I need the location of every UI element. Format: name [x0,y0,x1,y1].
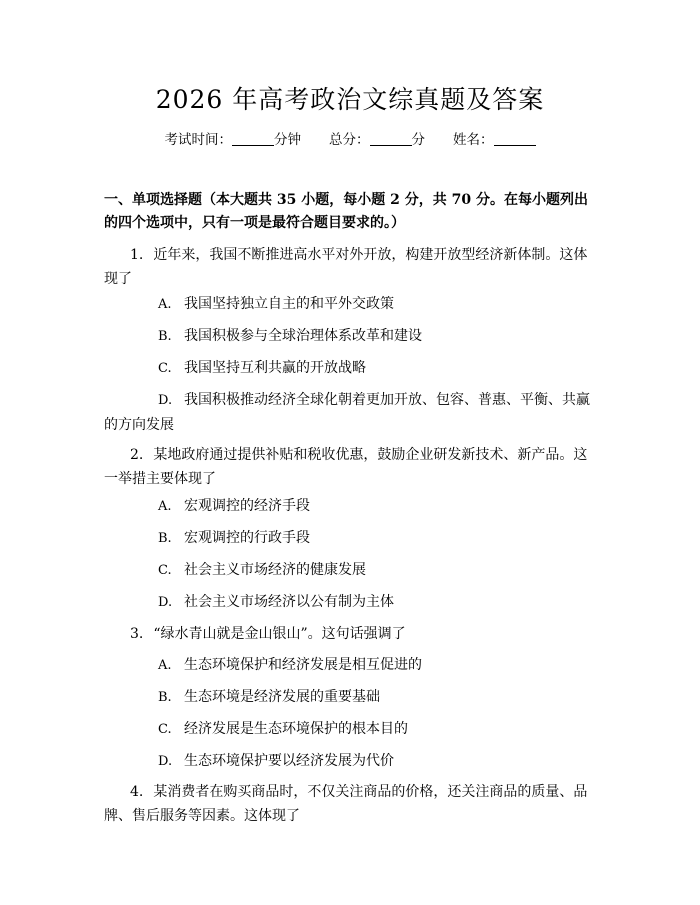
time-label: 考试时间： [164,132,232,148]
option-3b: B. 生态环境是经济发展的重要基础 [158,689,380,705]
question-number: 4. [130,784,144,800]
option-3d: D. 生态环境保护要以经济发展为代价 [158,753,394,769]
option-3a: A. 生态环境保护和经济发展是相互促进的 [158,657,422,673]
time-blank [232,131,274,146]
time-unit: 分钟 [274,132,301,148]
option-2b: B. 宏观调控的行政手段 [158,530,310,546]
question-2 [104,443,600,491]
question-text: 近年来，我国不断推进高水平对外开放，构建开放型经济新体制。这体现了 [104,247,588,287]
option-2a: A. 宏观调控的经济手段 [158,498,310,514]
option-1b: B. 我国积极参与全球治理体系改革和建设 [158,328,422,344]
question-number: 3. [130,626,144,642]
option-1c: C. 我国坚持互利共赢的开放战略 [158,360,366,376]
option-1d: D. 我国积极推动经济全球化朝着更加开放、包容、普惠、平衡、共赢的方向发展 [104,392,590,433]
option-2d: D. 社会主义市场经济以公有制为主体 [158,594,394,610]
question-text: 某地政府通过提供补贴和税收优惠，鼓励企业研发新技术、新产品。这一举措主要体现了 [104,447,588,487]
score-label: 总分： [329,132,370,148]
option-3c: C. 经济发展是生态环境保护的根本目的 [158,721,408,737]
question-number: 1. [130,247,144,263]
question-3 [104,622,600,646]
exam-info-line [0,130,700,150]
page-title: 2026 年高考政治文综真题及答案 [155,85,545,114]
name-blank [494,131,536,146]
question-4 [104,780,600,828]
question-text: “绿水青山就是金山银山”。这句话强调了 [153,626,406,642]
score-unit: 分 [411,132,425,148]
option-1a: A. 我国坚持独立自主的和平外交政策 [158,296,394,312]
section-heading: 一、单项选择题（本大题共 35 小题，每小题 2 分，共 70 分。在每小题列出的四个选项中，只有一项是最符合题目要求的。） [104,192,588,231]
question-1 [104,243,600,291]
name-label: 姓名： [453,132,494,148]
question-text: 某消费者在购买商品时，不仅关注商品的价格，还关注商品的质量、品牌、售后服务等因素。这体现了 [104,784,588,824]
question-number: 2. [130,447,144,463]
score-blank [370,131,412,146]
option-2c: C. 社会主义市场经济的健康发展 [158,562,366,578]
